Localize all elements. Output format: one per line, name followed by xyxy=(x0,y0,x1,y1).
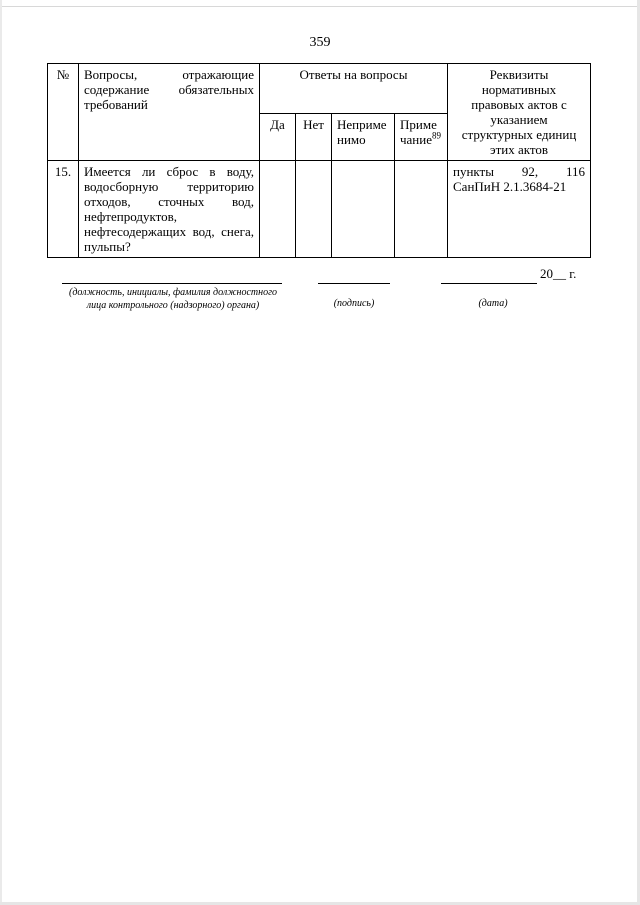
header-requisites-line: указанием xyxy=(490,112,548,127)
header-requisites-line: нормативных xyxy=(481,82,557,97)
footnote-marker: 89 xyxy=(432,130,441,141)
row-answer-no[interactable] xyxy=(296,161,332,258)
row-requisites xyxy=(448,161,591,258)
header-not-applicable-line: Неприме xyxy=(337,116,387,132)
row-answer-not-applicable[interactable] xyxy=(332,161,395,258)
official-caption-line: (должность, инициалы, фамилия должностного xyxy=(68,287,277,298)
row-question-line: водосборную территорию xyxy=(84,179,254,194)
table-header-row xyxy=(48,64,591,114)
row-question-line: нефтесодержащих вод, снега, xyxy=(84,224,254,239)
page-number: 359 xyxy=(309,35,331,50)
official-caption-line: лица контрольного (надзорного) органа) xyxy=(86,300,260,311)
header-yes: Да xyxy=(260,113,296,160)
header-requisites-line: структурных единиц xyxy=(461,127,577,142)
header-not-applicable xyxy=(332,113,395,160)
row-requisites-line: СанПиН 2.1.3684-21 xyxy=(453,179,567,194)
header-answers: Ответы на вопросы xyxy=(260,64,448,114)
scan-edge-top xyxy=(0,0,640,7)
header-requisites xyxy=(448,64,591,161)
row-answer-yes[interactable] xyxy=(260,161,296,258)
date-line xyxy=(441,283,537,284)
checklist-table xyxy=(47,63,591,258)
header-questions xyxy=(79,64,260,161)
row-question-line: отходов, сточных вод, xyxy=(84,194,254,209)
row-question-line: нефтепродуктов, xyxy=(84,209,177,224)
year-text: 20__ г. xyxy=(540,266,577,281)
signature-caption: (подпись) xyxy=(333,298,375,309)
row-number: 15. xyxy=(48,161,79,258)
date-caption: (дата) xyxy=(478,298,508,309)
header-note xyxy=(395,113,448,160)
header-questions-line: содержание обязательных xyxy=(84,82,254,97)
header-no: Нет xyxy=(296,113,332,160)
row-note[interactable] xyxy=(395,161,448,258)
row-question-line: Имеется ли сброс в воду, xyxy=(84,164,254,179)
header-requisites-line: правовых актов с xyxy=(471,97,567,112)
official-caption xyxy=(58,286,288,312)
signature-line xyxy=(318,283,390,284)
header-note-line: Приме xyxy=(400,116,437,132)
header-not-applicable-line: нимо xyxy=(337,131,366,147)
header-questions-line: требований xyxy=(84,97,148,112)
row-question xyxy=(79,161,260,258)
row-requisites-line: пункты 92, 116 xyxy=(453,164,585,179)
row-question-line: пульпы? xyxy=(84,239,131,254)
header-number: № xyxy=(48,64,79,161)
official-signature-line xyxy=(62,283,282,284)
table-row xyxy=(48,161,591,258)
header-note-line xyxy=(400,132,442,147)
header-questions-line: Вопросы, отражающие xyxy=(84,67,254,82)
header-requisites-line: Реквизиты xyxy=(489,67,549,82)
header-requisites-line: этих актов xyxy=(489,142,549,157)
header-note-text: чание xyxy=(400,131,432,147)
scan-edge-left xyxy=(0,0,2,905)
